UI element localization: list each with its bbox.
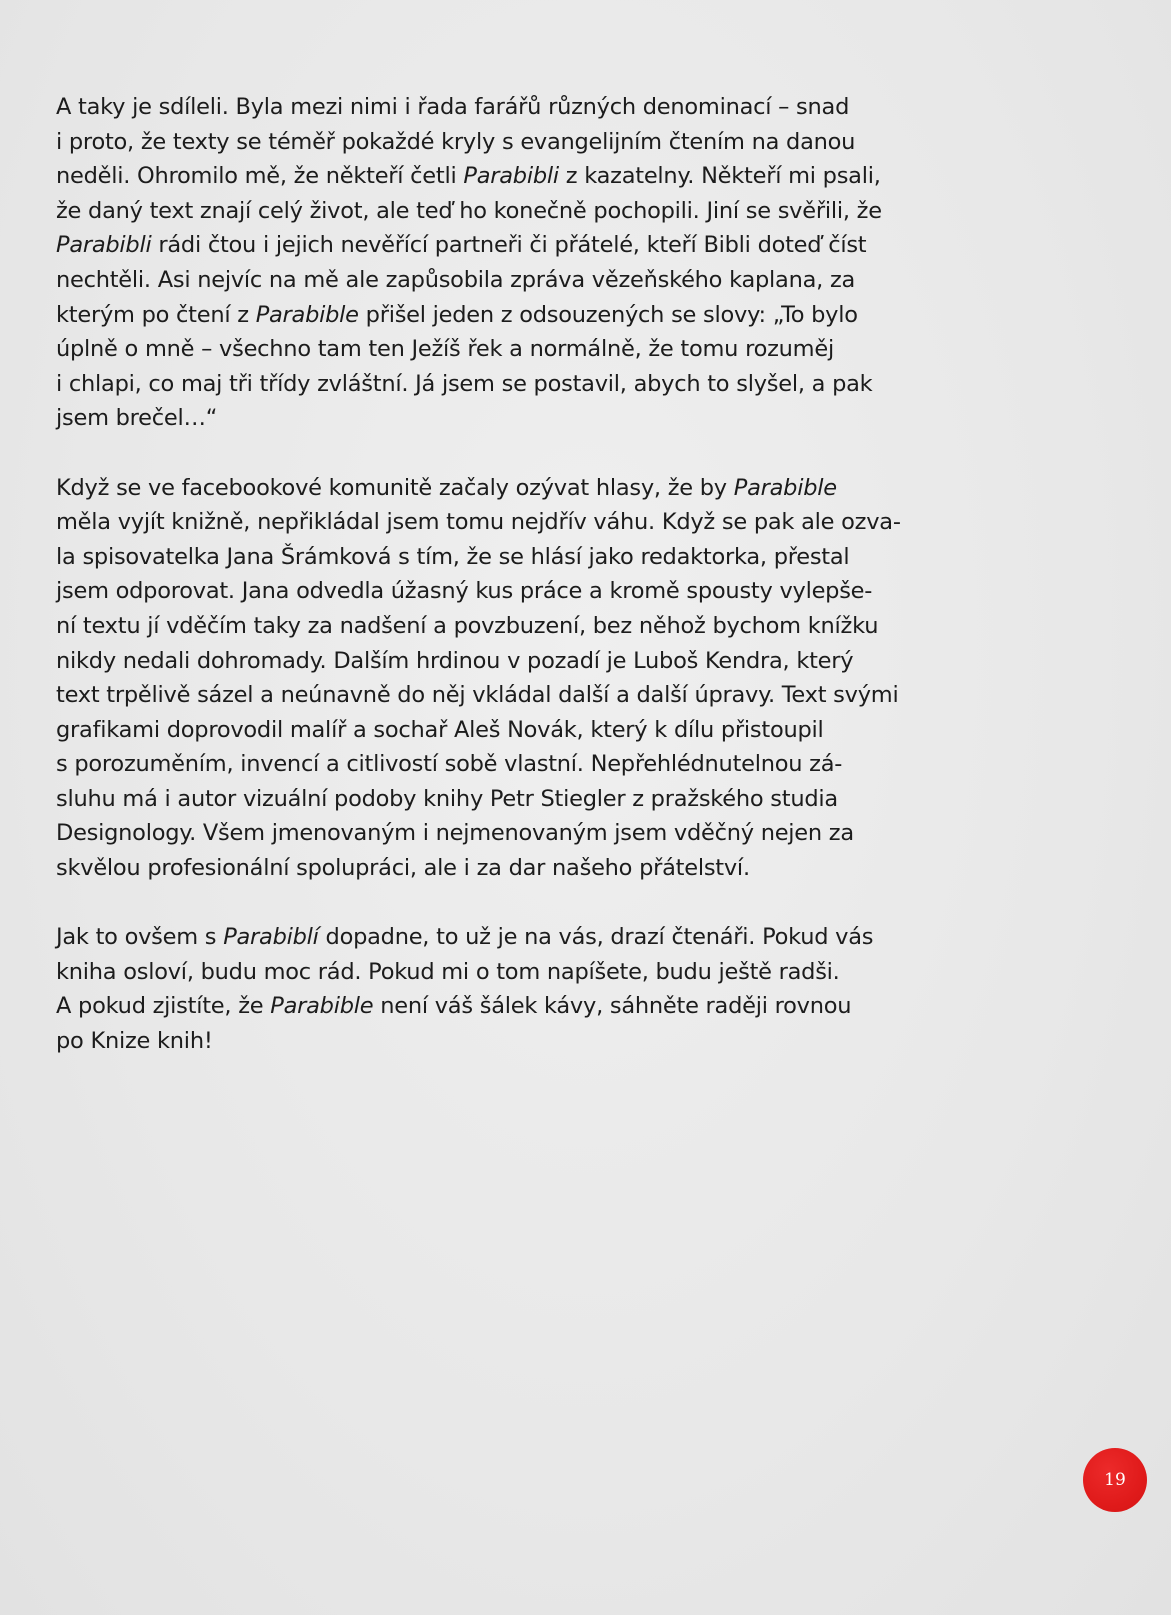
text-run: la spisovatelka Jana Šrámková s tím, že se hlásí jako redaktorka, přestal [56,543,850,570]
text-run: Designology. Všem jmenovaným i nejmenovaným jsem vděčný nejen za [56,820,854,847]
text-run: jsem odporovat. Jana odvedla úžasný kus práce a kromě spousty vylepše- [56,578,873,605]
text-run: přišel jeden z odsouzených se slovy: „To bylo [358,301,858,328]
text-run: měla vyjít knižně, nepřikládal jsem tomu nejdřív váhu. Když se pak ale ozva- [56,509,901,536]
text-line [56,159,956,194]
text-run: ní textu jí vděčím taky za nadšení a povzbuzení, bez něhož bychom knížku [56,612,879,639]
text-run: kniha osloví, budu moc rád. Pokud mi o tom napíšete, budu ještě radši. [56,958,840,985]
text-run: i chlapi, co maj tři třídy zvláštní. Já jsem se postavil, abych to slyšel, a pak [56,370,873,397]
text-line [56,713,956,748]
text-line [56,782,956,817]
text-line [56,1024,956,1059]
page-number-label: 19 [1104,1470,1126,1490]
text-line [56,298,956,333]
text-line [56,747,956,782]
text-line [56,367,956,402]
text-line [56,955,956,990]
italic-title-run: Parabibli [56,232,152,259]
paragraph-3 [56,920,956,1058]
italic-title-run: Parabible [270,993,374,1020]
text-line [56,920,956,955]
italic-title-run: Parabible [733,474,837,501]
paragraph-1 [56,90,956,436]
text-run: A pokud zjistíte, že [56,993,271,1020]
page-number-badge [1083,1448,1147,1512]
text-run: skvělou profesionální spolupráci, ale i za dar našeho přátelství. [56,855,750,882]
text-run: text trpělivě sázel a neúnavně do něj vkládal další a další úpravy. Text svými [56,682,899,709]
text-line [56,609,956,644]
text-run: jsem brečel…“ [56,405,218,432]
text-line [56,263,956,298]
text-run: A taky je sdíleli. Byla mezi nimi i řada farářů různých denominací – snad [56,94,850,120]
text-run: s porozuměním, invencí a citlivostí sobě vlastní. Nepřehlédnutelnou zá- [56,751,843,778]
text-line [56,644,956,679]
text-run: není váš šálek kávy, sáhněte raději rovnou [373,993,852,1020]
text-run: po Knize knih! [56,1028,213,1055]
text-run: Když se ve facebookové komunitě začaly ozývat hlasy, že by [56,474,734,501]
paragraph-2 [56,471,956,886]
text-line [56,332,956,367]
text-line [56,989,956,1024]
text-line [56,401,956,436]
text-run: i proto, že texty se téměř pokaždé kryly s evangelijním čtením na danou [56,128,856,155]
text-line [56,125,956,160]
text-line [56,574,956,609]
text-run: dopadne, to už je na vás, drazí čtenáři. Pokud vás [318,924,874,951]
text-line [56,851,956,886]
text-run: nikdy nedali dohromady. Dalším hrdinou v pozadí je Luboš Kendra, který [56,647,854,674]
text-run: úplně o mně – všechno tam ten Ježíš řek a normálně, že tomu rozuměj [56,336,834,363]
text-run: rádi čtou i jejich nevěřící partneři či přátelé, kteří Bibli doteď číst [151,232,867,259]
text-run: Jak to ovšem s [56,924,224,951]
text-line [56,194,956,229]
text-line [56,816,956,851]
text-line [56,228,956,263]
text-line [56,90,956,125]
text-line [56,505,956,540]
text-run: z kazatelny. Někteří mi psali, [558,163,881,190]
text-line [56,678,956,713]
text-run: kterým po čtení z [56,301,256,328]
text-run: grafikami doprovodil malíř a sochař Aleš Novák, který k dílu přistoupil [56,716,824,743]
text-line [56,471,956,506]
italic-title-run: Parabibli [463,163,559,190]
text-run: sluhu má i autor vizuální podoby knihy Petr Stiegler z pražského studia [56,785,838,812]
italic-title-run: Parabiblí [223,924,319,951]
text-line [56,540,956,575]
italic-title-run: Parabible [255,301,359,328]
text-run: neděli. Ohromilo mě, že někteří četli [56,163,464,190]
text-run: že daný text znají celý život, ale teď ho konečně pochopili. Jiní se svěřili, že [56,197,882,224]
text-run: nechtěli. Asi nejvíc na mě ale zapůsobila zpráva vězeňského kaplana, za [56,266,856,293]
body-text [56,90,956,1093]
